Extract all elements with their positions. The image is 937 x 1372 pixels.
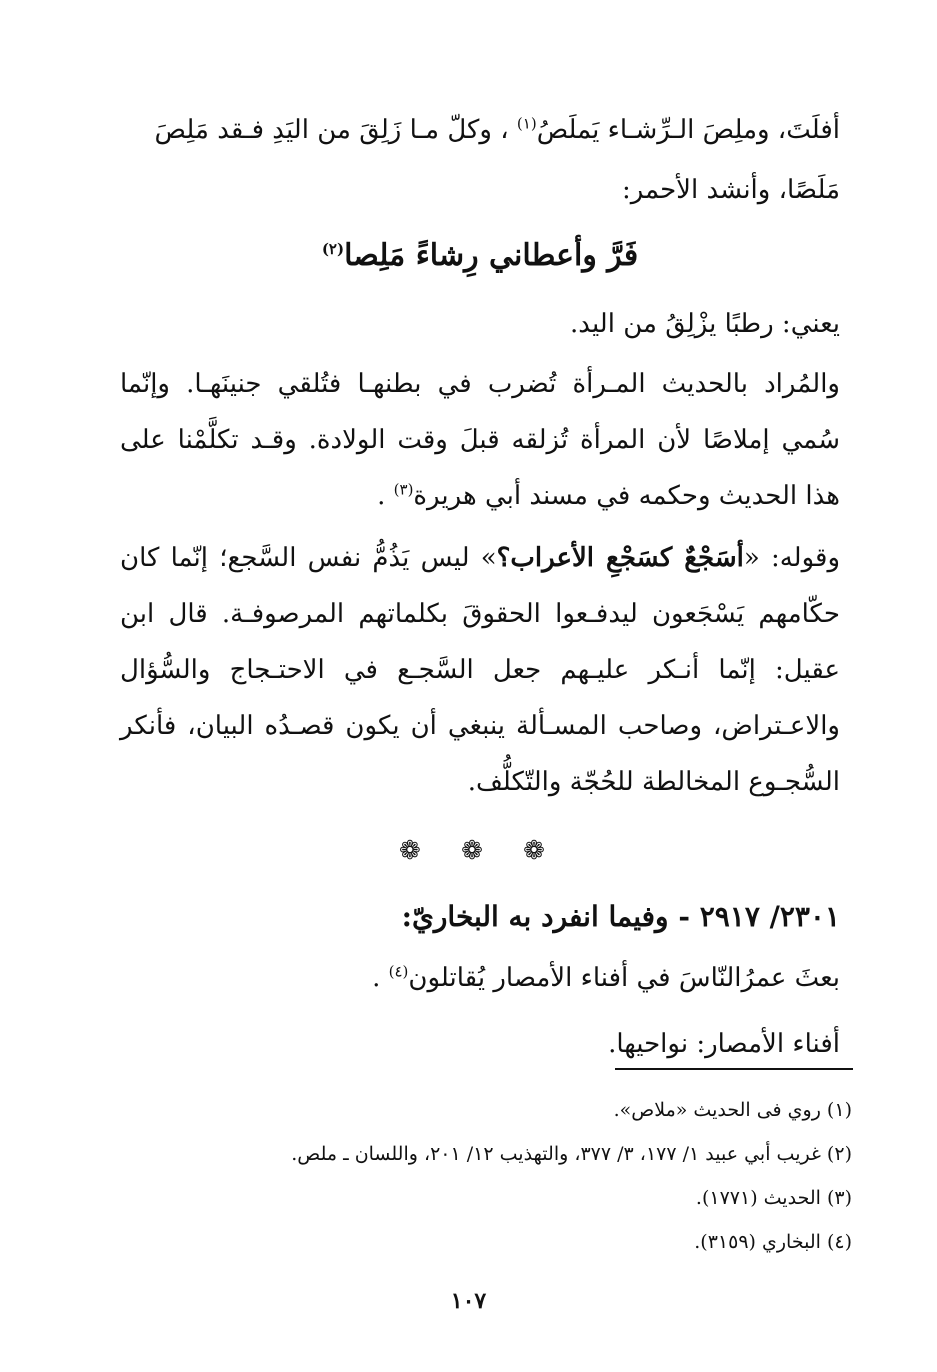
hadith-text-body: بعثَ عمرُالنّاسَ في أفناء الأمصار يُقاتلون (408, 963, 840, 993)
hadith-text (120, 948, 840, 1008)
hadith-heading: ٢٣٠١/ ٢٩١٧ - وفيما انفرد به البخاريّ: (401, 900, 840, 933)
poetry-verse (120, 226, 840, 286)
paragraph-1-line-1 (120, 100, 840, 160)
gloss-line: يعني: رطبًا يزْلِقُ من اليد. (570, 309, 840, 339)
footnote-2: (٢) غريب أبي عبيد ١/ ١٧٧، ٣/ ٣٧٧، والتهذيب ١٢/ ٢٠١، واللسان ـ ملص. (291, 1143, 852, 1165)
paragraph-2-end: . (377, 481, 394, 511)
footnote-4: (٤) البخاري (٣١٥٩). (694, 1231, 852, 1253)
footnote-1: (١) روي فى الحديث «ملاص». (613, 1099, 852, 1121)
paragraph-3 (120, 530, 840, 810)
footnote-3: (٣) الحديث (١٧٧١). (695, 1187, 852, 1209)
paragraph-3-rest: » ليس يَذُمُّ نفس السَّجع؛ إنّما كان حكّامهم يَسْجَعون ليدفـعوا الحقوقَ بكلماتهم المرصوفـة. قال ابن عقيل: إنّما أنـكر عليـهم جعل السَّجـع في الاحتـجاج والسُّؤال والاعـتراض، وصاحب المسـألة ينبغي أن يكون قصـدُه البيان، فأنكر السُّجـوع المخالطة للحُجّة والتّكلُّف. (120, 543, 840, 797)
page-number: ١٠٧ (450, 1288, 487, 1314)
footnote-ref-1: (١) (516, 114, 537, 133)
hadith-text-end: . (372, 963, 389, 993)
footnote-divider (615, 1068, 853, 1070)
footnotes (180, 1088, 852, 1264)
paragraph-1-line-2: مَلَصًا، وأنشد الأحمر: (621, 175, 840, 205)
paragraph-2-text: والمُراد بالحديث المـرأة تُضرب في بطنهـا فتُلقي جنينَهـا. وإنّما سُمي إملاصًا لأن المرأة تُزلقه قبلَ وقت الولادة. وقـد تكلَّمْنا على هذا الحديث وحكمه في مسند أبي هريرة (120, 369, 840, 511)
text-segment: ، وكلّ مـا زَلِقَ من اليَدِ فـقد مَلِصَ (154, 115, 509, 145)
footnote-ref-4: (٤) (388, 962, 409, 981)
footnote-ref-3: (٣) (393, 480, 414, 499)
paragraph-2 (120, 356, 840, 524)
footnote-ref-2: (٢) (321, 240, 345, 258)
hadith-gloss: أفناء الأمصار: نواحيها. (608, 1029, 840, 1059)
section-separator: ❁ ❁ ❁ (399, 836, 561, 866)
page-body (120, 100, 840, 1074)
paragraph-3-lead: وقوله: « (743, 543, 840, 573)
hadith-quote: أسَجْعٌ كسَجْعِ الأعراب؟ (496, 543, 744, 573)
text-segment: أفلَتَ، وملِصَ الـرِّشـاء يَملَصُ (536, 115, 840, 145)
verse-text: فَرَّ وأعطاني رِشاءً مَلِصا (344, 238, 639, 273)
